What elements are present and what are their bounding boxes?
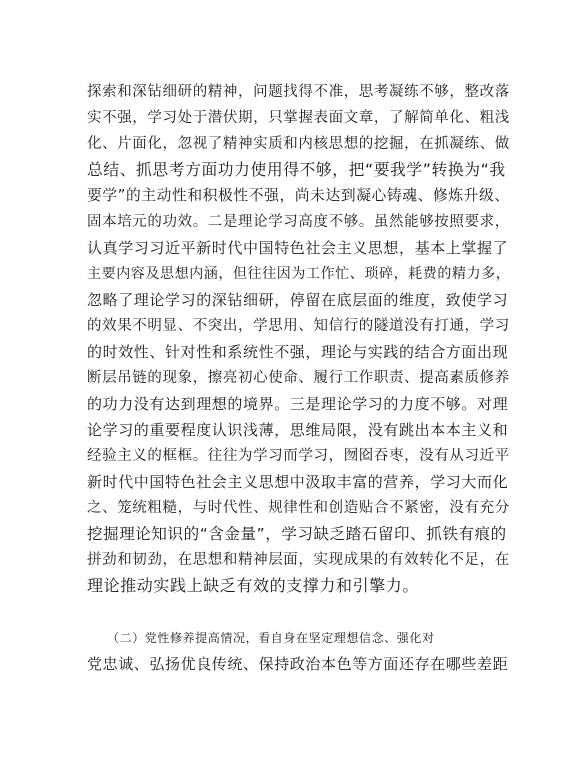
paragraph-line-15: 经验主义的框框。往往为学习而学习，囫囵吞枣，没有从习近平: [87, 448, 510, 464]
paragraph-line-10: 的效果不明显、不突出，学思用、知信行的隧道没有打通，学习: [87, 318, 510, 334]
paragraph-line-12: 断层吊链的现象，擦亮初心使命、履行工作职责、提高素质修养: [87, 370, 510, 386]
paragraph-line-2: 实不强，学习处于潜伏期，只掌握表面文章，了解简单化、粗浅: [87, 110, 510, 126]
paragraph-line-19: 拼劲和韧劲，在思想和精神层面，实现成果的有效转化不足，在: [87, 552, 510, 568]
paragraph-line-11: 的时效性、针对性和系统性不强，理论与实践的结合方面出现: [87, 343, 509, 361]
body-text: [87, 79, 511, 677]
paragraph-line-4: 总结、抓思考方面功力使用得不够，把“要我学”转换为“我: [87, 160, 506, 179]
paragraph-line-3: 化、片面化，忽视了精神实质和内核思想的挖掘，在抓凝练、做: [87, 136, 510, 152]
paragraph-line-7: 认真学习习近平新时代中国特色社会主义思想，基本上掌握了: [87, 239, 509, 257]
paragraph-line-5: 要学”的主动性和积极性不强，尚未达到凝心铸魂、修炼升级、: [87, 187, 510, 204]
paragraph-line-8: 主要内容及思想内涵，但往往因为工作忙、琐碎，耗费的精力多，: [87, 266, 511, 282]
paragraph-line-13: 的功力没有达到理想的境界。三是理论学习的力度不够。对理: [87, 395, 509, 413]
paragraph-line-9: 忽略了理论学习的深钻细研，停留在底层面的维度，致使学习: [87, 291, 509, 309]
section-heading-line-1: （二）党性修养提高情况，看自身在坚定理想信念、强化对: [107, 631, 435, 645]
paragraph-gap: [87, 599, 511, 625]
section-heading-line-2: 党忠诚、弘扬优良传统、保持政治本色等方面还存在哪些差距: [87, 655, 509, 673]
paragraph-line-14: 论学习的重要程度认识浅薄，思维局限，没有跳出本本主义和: [87, 421, 509, 439]
paragraph-line-20: 理论推动实践上缺乏有效的支撑力和引擎力。: [87, 576, 420, 595]
paragraph-line-18: 挖掘理论知识的“含金量”，学习缺乏踏石留印、抓铁有痕的: [87, 525, 507, 543]
paragraph-line-16: 新时代中国特色社会主义思想中汲取丰富的营养，学习大而化: [87, 473, 509, 491]
paragraph-line-17: 之、笼统粗糙，与时代性、规律性和创造贴合不紧密，没有充分: [87, 500, 510, 516]
paragraph-line-1: 探索和深钻细研的精神，问题找得不准，思考凝练不够，整改落: [87, 84, 510, 100]
paragraph-line-6: 固本培元的功效。二是理论学习高度不够。虽然能够按照要求，: [87, 214, 510, 230]
